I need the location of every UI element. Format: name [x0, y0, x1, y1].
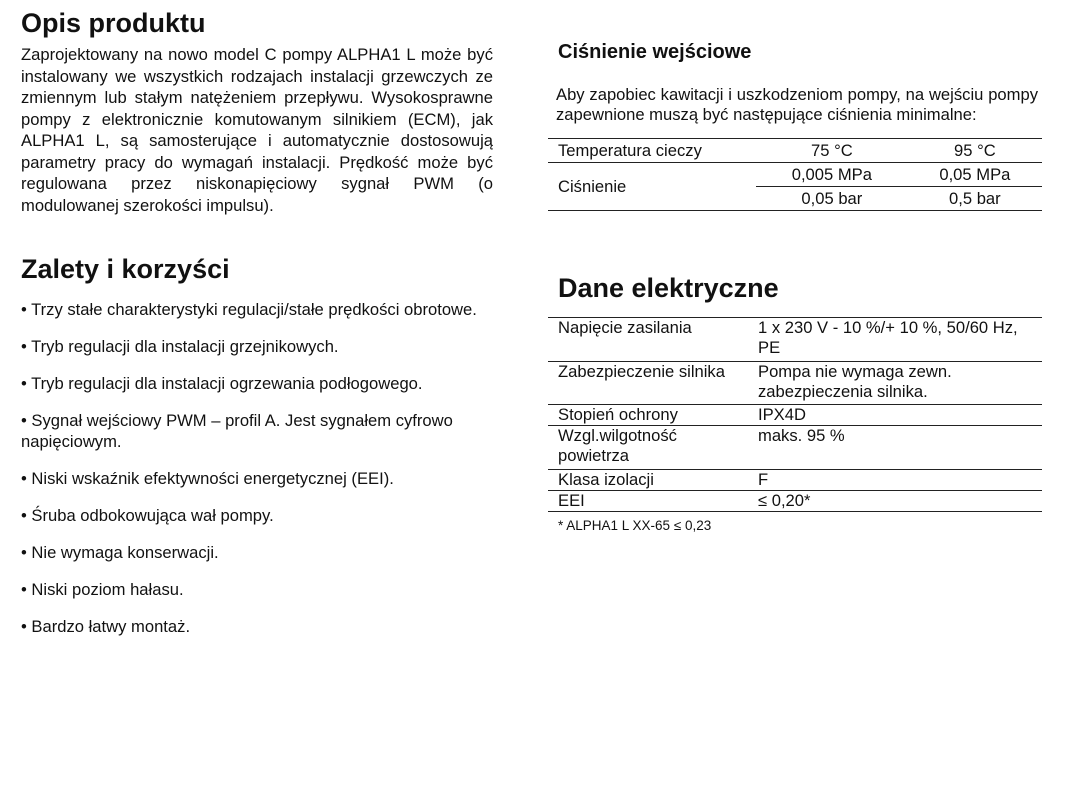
- electrical-data-table: [548, 317, 1042, 512]
- pressure-bar-95: 0,5 bar: [908, 187, 1042, 211]
- motor-protection-value: Pompa nie wymaga zewn. zabezpieczenia silnika.: [752, 362, 1042, 405]
- table-row: [548, 362, 1042, 405]
- benefits-title: Zalety i korzyści: [21, 254, 230, 284]
- temperature-label: Temperatura cieczy: [548, 139, 756, 163]
- list-item: • Tryb regulacji dla instalacji ogrzewania podłogowego.: [21, 374, 423, 393]
- list-item: • Śruba odbokowująca wał pompy.: [21, 506, 274, 525]
- list-item: • Trzy stałe charakterystyki regulacji/stałe prędkości obrotowe.: [21, 300, 477, 319]
- supply-voltage-value: 1 x 230 V - 10 %/+ 10 %, 50/60 Hz, PE: [752, 318, 1042, 362]
- supply-voltage-label: Napięcie zasilania: [548, 318, 752, 362]
- list-item: • Nie wymaga konserwacji.: [21, 543, 219, 562]
- pressure-bar-75: 0,05 bar: [756, 187, 908, 211]
- table-row: [548, 426, 1042, 470]
- list-item: • Bardzo łatwy montaż.: [21, 617, 191, 636]
- pressure-label: Ciśnienie: [548, 163, 756, 211]
- protection-class-value: IPX4D: [752, 405, 1042, 426]
- eei-label: EEI: [548, 491, 752, 512]
- right-column: [548, 40, 1043, 533]
- table-row: [548, 405, 1042, 426]
- table-row: [548, 470, 1042, 491]
- table-row: [548, 318, 1042, 362]
- table-row: [548, 139, 1042, 163]
- table-row: [548, 163, 1042, 187]
- temperature-95: 95 °C: [908, 139, 1042, 163]
- eei-footnote: * ALPHA1 L XX-65 ≤ 0,23: [558, 518, 712, 533]
- motor-protection-label: Zabezpieczenie silnika: [548, 362, 752, 405]
- insulation-class-value: F: [752, 470, 1042, 491]
- pressure-mpa-95: 0,05 MPa: [908, 163, 1042, 187]
- humidity-label: Wzgl.wilgotność powietrza: [548, 426, 752, 470]
- left-column: [21, 8, 493, 653]
- product-description-text: Zaprojektowany na nowo model C pompy ALPHA1 L może być instalowany we wszystkich rodzajach instalacji grzewczych ze zmiennym lub stałym natężeniem przepływu. Wysokosprawne pompy z elektronicznie komutowanym silnikiem (ECM), jak ALPHA1 L, są samosterujące i automatycznie dostosowują parametry pracy do wymagań instalacji. Prędkość może być regulowana przez niskonapięciowy sygnał PWM (o modulowanej szerokości impulsu).: [21, 45, 493, 215]
- inlet-pressure-title: Ciśnienie wejściowe: [558, 41, 752, 63]
- product-description-title: Opis produktu: [21, 8, 206, 38]
- electrical-data-title: Dane elektryczne: [558, 273, 779, 303]
- list-item: • Niski poziom hałasu.: [21, 580, 184, 599]
- benefits-list: [21, 299, 493, 637]
- pressure-mpa-75: 0,005 MPa: [756, 163, 908, 187]
- humidity-value: maks. 95 %: [752, 426, 1042, 470]
- inlet-pressure-table: [548, 138, 1042, 211]
- list-item: • Tryb regulacji dla instalacji grzejnikowych.: [21, 337, 339, 356]
- eei-value: ≤ 0,20*: [752, 491, 1042, 512]
- protection-class-label: Stopień ochrony: [548, 405, 752, 426]
- table-row: [548, 491, 1042, 512]
- inlet-pressure-text: Aby zapobiec kawitacji i uszkodzeniom pompy, na wejściu pompy zapewnione muszą być następujące ciśnienia minimalne:: [556, 85, 1038, 124]
- insulation-class-label: Klasa izolacji: [548, 470, 752, 491]
- temperature-75: 75 °C: [756, 139, 908, 163]
- list-item: • Niski wskaźnik efektywności energetycznej (EEI).: [21, 469, 394, 488]
- list-item: • Sygnał wejściowy PWM – profil A. Jest sygnałem cyfrowo napięciowym.: [21, 411, 453, 451]
